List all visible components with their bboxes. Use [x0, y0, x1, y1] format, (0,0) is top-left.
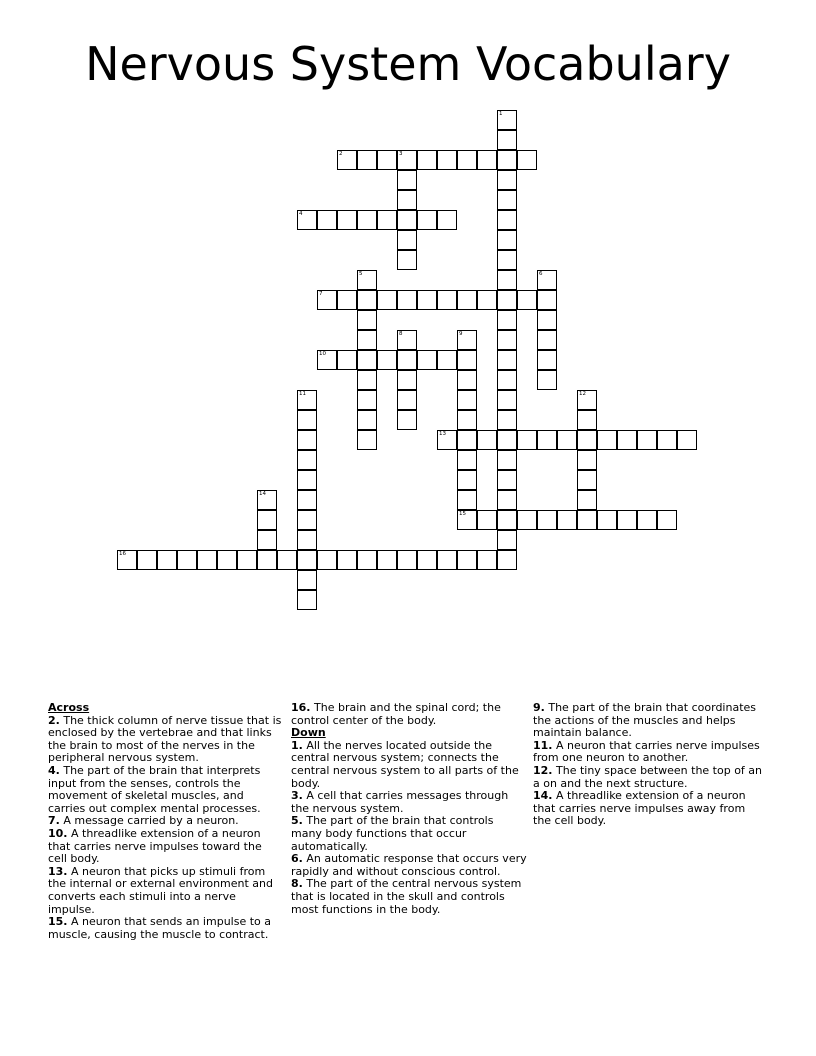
clues-column-2 — [291, 702, 527, 916]
crossword-cell[interactable] — [417, 290, 437, 310]
crossword-cell[interactable] — [497, 550, 517, 570]
cell-number: 4 — [299, 211, 303, 217]
clue-number: 2. — [48, 713, 60, 727]
crossword-cell[interactable] — [597, 510, 617, 530]
crossword-cell[interactable] — [437, 210, 457, 230]
crossword-cell[interactable] — [557, 430, 577, 450]
crossword-cell[interactable] — [657, 510, 677, 530]
crossword-cell[interactable] — [577, 450, 597, 470]
clue-number: 3. — [291, 789, 303, 803]
crossword-cell[interactable] — [317, 350, 337, 370]
clue-text: A cell that carries messages through the nervous system. — [291, 789, 509, 815]
crossword-cell[interactable] — [357, 370, 377, 390]
clue-down-9 — [533, 702, 763, 740]
crossword-cell[interactable] — [477, 510, 497, 530]
crossword-cell[interactable] — [497, 170, 517, 190]
clue-text: The tiny space between the top of an a on and the next structure. — [533, 763, 763, 790]
crossword-cell[interactable] — [477, 150, 497, 170]
crossword-cell[interactable] — [397, 250, 417, 270]
crossword-cell[interactable] — [397, 170, 417, 190]
crossword-cell[interactable] — [557, 510, 577, 530]
crossword-cell[interactable] — [537, 290, 557, 310]
clue-text: A neuron that sends an impulse to a muscle, causing the muscle to contract. — [48, 915, 271, 941]
crossword-cell[interactable] — [457, 150, 477, 170]
crossword-cell[interactable] — [317, 550, 337, 570]
clue-text: A neuron that carries nerve impulses from one neuron to another. — [533, 738, 760, 765]
clue-number: 16. — [291, 701, 311, 714]
crossword-cell[interactable] — [457, 290, 477, 310]
crossword-cell[interactable] — [497, 270, 517, 290]
crossword-cell[interactable] — [437, 550, 457, 570]
crossword-cell[interactable] — [497, 490, 517, 510]
crossword-cell[interactable] — [337, 350, 357, 370]
crossword-cell[interactable] — [357, 330, 377, 350]
clue-number: 6. — [291, 852, 303, 866]
crossword-cell[interactable] — [357, 390, 377, 410]
cell-number: 12 — [579, 391, 586, 397]
crossword-cell[interactable] — [177, 550, 197, 570]
crossword-cell[interactable] — [497, 210, 517, 230]
cell-number: 11 — [299, 391, 306, 397]
crossword-cell[interactable] — [337, 550, 357, 570]
clue-down-1 — [291, 740, 527, 790]
clue-down-12 — [533, 765, 763, 790]
crossword-cell[interactable] — [457, 390, 477, 410]
crossword-cell[interactable] — [297, 410, 317, 430]
crossword-cell[interactable] — [497, 510, 517, 530]
cell-number: 9 — [459, 331, 463, 337]
clue-across-4 — [48, 765, 284, 815]
crossword-cell[interactable] — [397, 350, 417, 370]
crossword-cell[interactable] — [377, 350, 397, 370]
crossword-cell[interactable] — [397, 390, 417, 410]
crossword-cell[interactable] — [297, 570, 317, 590]
clue-text: The part of the central nervous system that is located in the skull and controls most functions in the body. — [291, 877, 522, 916]
clue-down-5 — [291, 815, 527, 853]
cell-number: 2 — [339, 151, 343, 157]
clue-down-8 — [291, 878, 527, 916]
crossword-cell[interactable] — [137, 550, 157, 570]
crossword-cell[interactable] — [477, 430, 497, 450]
crossword-cell[interactable] — [457, 330, 477, 350]
crossword-cell[interactable] — [517, 290, 537, 310]
clue-across-2 — [48, 715, 284, 765]
crossword-cell[interactable] — [297, 490, 317, 510]
crossword-cell[interactable] — [457, 350, 477, 370]
crossword-cell[interactable] — [497, 250, 517, 270]
crossword-cell[interactable] — [537, 310, 557, 330]
crossword-cell[interactable] — [577, 470, 597, 490]
clue-down-6 — [291, 853, 527, 878]
crossword-cell[interactable] — [477, 290, 497, 310]
crossword-cell[interactable] — [297, 590, 317, 610]
crossword-cell[interactable] — [297, 390, 317, 410]
crossword-cell[interactable] — [577, 430, 597, 450]
crossword-cell[interactable] — [537, 510, 557, 530]
crossword-cell[interactable] — [497, 190, 517, 210]
crossword-cell[interactable] — [217, 550, 237, 570]
crossword-cell[interactable] — [417, 210, 437, 230]
clue-number: 14. — [533, 789, 553, 803]
crossword-cell[interactable] — [497, 130, 517, 150]
crossword-cell[interactable] — [297, 210, 317, 230]
clue-text: All the nerves located outside the central nervous system; connects the central nervous system to all parts of the body. — [291, 738, 519, 790]
crossword-cell[interactable] — [357, 430, 377, 450]
clue-number: 13. — [48, 864, 68, 878]
clue-number: 8. — [291, 877, 303, 891]
cell-number: 6 — [539, 271, 543, 277]
crossword-cell[interactable] — [477, 550, 497, 570]
crossword-cell[interactable] — [157, 550, 177, 570]
crossword-cell[interactable] — [397, 230, 417, 250]
crossword-cell[interactable] — [297, 530, 317, 550]
clue-text: The thick column of nerve tissue that is enclosed by the vertebrae and that links the brain to most of the nerves in the peripheral nervous system. — [48, 713, 282, 765]
crossword-cell[interactable] — [397, 550, 417, 570]
cell-number: 15 — [459, 511, 466, 517]
cell-number: 16 — [119, 551, 126, 557]
crossword-cell[interactable] — [457, 550, 477, 570]
crossword-cell[interactable] — [357, 290, 377, 310]
crossword-cell[interactable] — [457, 370, 477, 390]
crossword-cell[interactable] — [497, 530, 517, 550]
crossword-cell[interactable] — [617, 430, 637, 450]
crossword-cell[interactable] — [457, 410, 477, 430]
clue-down-14 — [533, 790, 763, 828]
crossword-cell[interactable] — [317, 210, 337, 230]
clue-down-11 — [533, 740, 763, 765]
crossword-cell[interactable] — [437, 350, 457, 370]
crossword-cell[interactable] — [457, 450, 477, 470]
crossword-cell[interactable] — [357, 550, 377, 570]
clues-column-3 — [533, 702, 763, 828]
crossword-cell[interactable] — [257, 490, 277, 510]
clue-text: The part of the brain that interprets input from the senses, controls the movement of skeletal muscles, and carries out complex mental processes. — [48, 763, 261, 815]
clue-across-13 — [48, 866, 284, 916]
crossword-cell[interactable] — [497, 410, 517, 430]
crossword-cell[interactable] — [497, 350, 517, 370]
crossword-cell[interactable] — [317, 290, 337, 310]
crossword-cell[interactable] — [437, 290, 457, 310]
crossword-cell[interactable] — [297, 430, 317, 450]
clue-across-15 — [48, 916, 284, 941]
clue-down-3 — [291, 790, 527, 815]
crossword-cell[interactable] — [397, 290, 417, 310]
crossword-cell[interactable] — [457, 510, 477, 530]
crossword-cell[interactable] — [357, 150, 377, 170]
crossword-cell[interactable] — [497, 450, 517, 470]
crossword-cell[interactable] — [277, 550, 297, 570]
clue-text: A neuron that picks up stimuli from the internal or external environment and converts each stimuli into a nerve impulse. — [48, 864, 274, 916]
crossword-cell[interactable] — [497, 330, 517, 350]
crossword-cell[interactable] — [117, 550, 137, 570]
crossword-cell[interactable] — [437, 430, 457, 450]
crossword-cell[interactable] — [297, 470, 317, 490]
crossword-cell[interactable] — [337, 290, 357, 310]
crossword-cell[interactable] — [357, 310, 377, 330]
crossword-cell[interactable] — [357, 210, 377, 230]
crossword-cell[interactable] — [497, 230, 517, 250]
crossword-cell[interactable] — [397, 370, 417, 390]
crossword-cell[interactable] — [437, 150, 457, 170]
crossword-cell[interactable] — [397, 190, 417, 210]
clue-number: 9. — [533, 701, 545, 714]
crossword-cell[interactable] — [357, 410, 377, 430]
crossword-cell[interactable] — [517, 150, 537, 170]
cell-number: 13 — [439, 431, 446, 437]
cell-number: 5 — [359, 271, 363, 277]
clue-number: 10. — [48, 826, 68, 840]
clue-number: 11. — [533, 738, 553, 752]
crossword-cell[interactable] — [417, 150, 437, 170]
crossword-cell[interactable] — [577, 510, 597, 530]
cell-number: 8 — [399, 331, 403, 337]
crossword-cell[interactable] — [537, 270, 557, 290]
crossword-cell[interactable] — [577, 410, 597, 430]
crossword-cell[interactable] — [537, 350, 557, 370]
crossword-cell[interactable] — [237, 550, 257, 570]
crossword-cell[interactable] — [637, 510, 657, 530]
clue-text: An automatic response that occurs very rapidly and without conscious control. — [291, 852, 527, 878]
page-title: Nervous System Vocabulary — [85, 37, 731, 91]
crossword-cell[interactable] — [377, 150, 397, 170]
crossword-cell[interactable] — [577, 490, 597, 510]
cell-number: 14 — [259, 491, 266, 497]
crossword-cell[interactable] — [617, 510, 637, 530]
crossword-cell[interactable] — [457, 430, 477, 450]
crossword-cell[interactable] — [457, 470, 477, 490]
clue-number: 15. — [48, 915, 68, 929]
cell-number: 7 — [319, 291, 323, 297]
crossword-cell[interactable] — [657, 430, 677, 450]
crossword-cell[interactable] — [497, 150, 517, 170]
clue-text: A threadlike extension of a neuron that carries nerve impulses toward the cell body. — [48, 826, 262, 866]
clue-number: 5. — [291, 814, 303, 828]
crossword-cell[interactable] — [257, 510, 277, 530]
crossword-cell[interactable] — [397, 330, 417, 350]
clues-column-1 — [48, 702, 284, 941]
crossword-cell[interactable] — [417, 550, 437, 570]
down-heading: Down — [291, 726, 326, 740]
crossword-cell[interactable] — [357, 350, 377, 370]
crossword-cell[interactable] — [457, 490, 477, 510]
crossword-cell[interactable] — [397, 150, 417, 170]
crossword-cell[interactable] — [377, 210, 397, 230]
crossword-cell[interactable] — [297, 450, 317, 470]
crossword-cell[interactable] — [497, 370, 517, 390]
crossword-cell[interactable] — [537, 330, 557, 350]
crossword-cell[interactable] — [397, 210, 417, 230]
clue-text: A message carried by a neuron. — [63, 814, 239, 828]
clue-across-10 — [48, 828, 284, 866]
crossword-cell[interactable] — [257, 530, 277, 550]
crossword-cell[interactable] — [197, 550, 217, 570]
crossword-cell[interactable] — [537, 430, 557, 450]
across-heading: Across — [48, 701, 90, 714]
crossword-cell[interactable] — [377, 290, 397, 310]
crossword-cell[interactable] — [497, 310, 517, 330]
crossword-cell[interactable] — [377, 550, 397, 570]
cell-number: 10 — [319, 351, 326, 357]
crossword-cell[interactable] — [497, 430, 517, 450]
crossword-cell[interactable] — [337, 210, 357, 230]
crossword-cell[interactable] — [297, 510, 317, 530]
crossword-cell[interactable] — [537, 370, 557, 390]
crossword-cell[interactable] — [677, 430, 697, 450]
clue-number: 12. — [533, 763, 553, 777]
crossword-cell[interactable] — [397, 410, 417, 430]
cell-number: 3 — [399, 151, 403, 157]
clue-text: The part of the brain that controls many body functions that occur automatically. — [291, 814, 494, 853]
crossword-cell[interactable] — [337, 150, 357, 170]
crossword-cell[interactable] — [517, 510, 537, 530]
crossword-cell[interactable] — [357, 270, 377, 290]
crossword-cell[interactable] — [497, 390, 517, 410]
crossword-cell[interactable] — [497, 290, 517, 310]
crossword-cell[interactable] — [297, 550, 317, 570]
crossword-cell[interactable] — [497, 110, 517, 130]
crossword-cell[interactable] — [497, 470, 517, 490]
crossword-cell[interactable] — [257, 550, 277, 570]
crossword-cell[interactable] — [637, 430, 657, 450]
clue-text: A threadlike extension of a neuron that carries nerve impulses away from the cell body. — [533, 789, 746, 828]
clue-across-16 — [291, 702, 527, 727]
clue-text: The brain and the spinal cord; the control center of the body. — [291, 701, 501, 727]
clue-number: 7. — [48, 814, 60, 828]
crossword-cell[interactable] — [517, 430, 537, 450]
clue-text: The part of the brain that coordinates the actions of the muscles and helps maintain balance. — [533, 701, 757, 740]
crossword-cell[interactable] — [417, 350, 437, 370]
clue-number: 1. — [291, 738, 303, 752]
crossword-cell[interactable] — [597, 430, 617, 450]
clue-number: 4. — [48, 763, 60, 777]
cell-number: 1 — [499, 111, 503, 117]
crossword-cell[interactable] — [577, 390, 597, 410]
